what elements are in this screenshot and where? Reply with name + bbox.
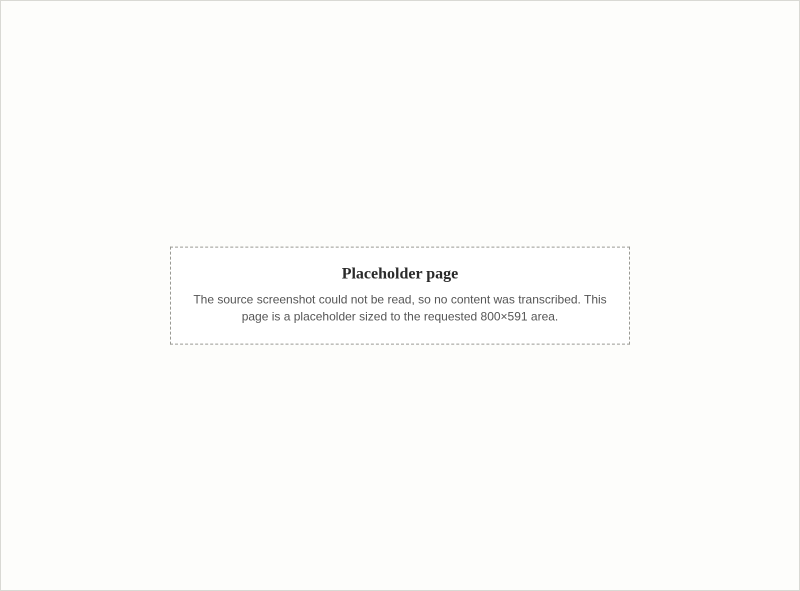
placeholder-note: The source screenshot could not be read, so no content was transcribed. This page is a placeholder sized to the requested 800×591 area. [193, 292, 607, 324]
placeholder-panel [170, 246, 630, 345]
placeholder-title: Placeholder page [341, 265, 459, 283]
